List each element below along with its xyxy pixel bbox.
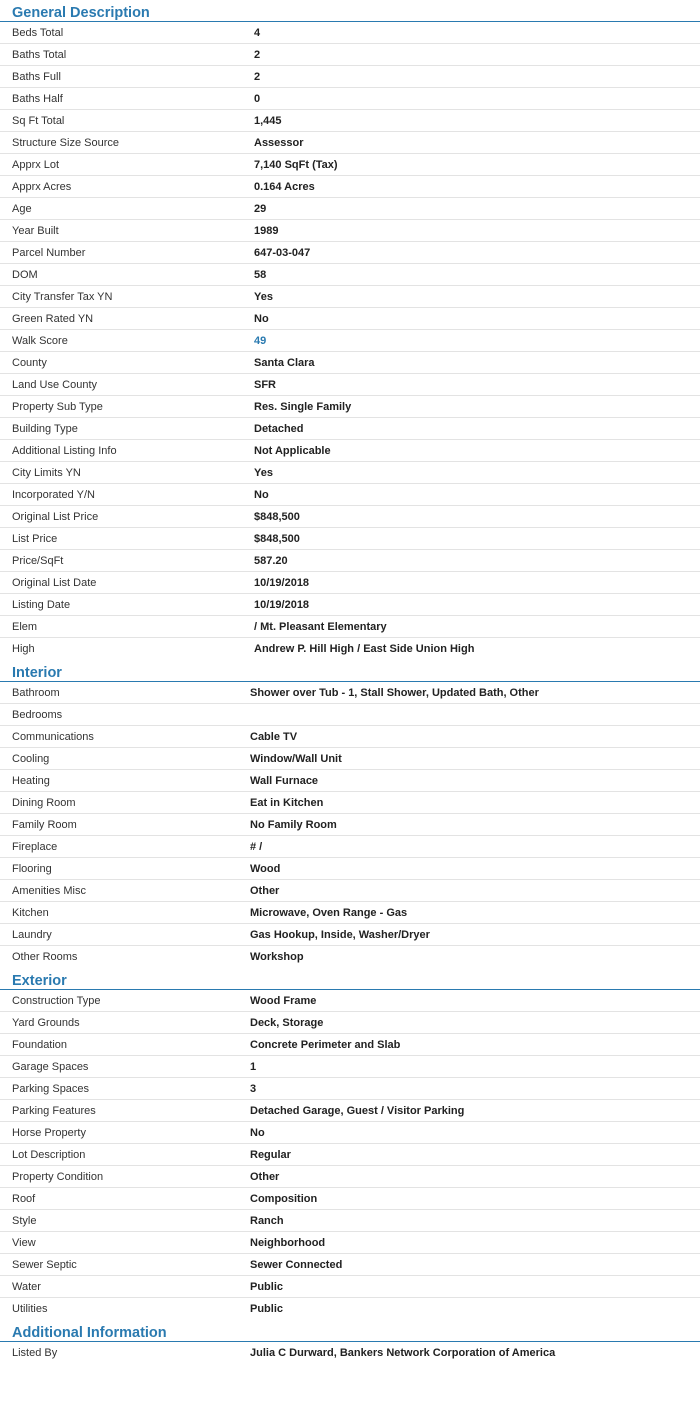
field-value: Ranch xyxy=(250,1214,284,1227)
field-row xyxy=(0,990,700,1012)
field-label: High xyxy=(12,643,35,655)
field-row xyxy=(0,770,700,792)
field-row xyxy=(0,330,700,352)
field-label: Apprx Acres xyxy=(12,180,72,193)
field-row xyxy=(0,902,700,924)
field-label: Building Type xyxy=(12,422,78,435)
field-label: Apprx Lot xyxy=(12,158,60,171)
field-label: Amenities Misc xyxy=(12,884,86,897)
field-list xyxy=(0,682,700,968)
field-value: 3 xyxy=(250,1082,257,1095)
field-value: Eat in Kitchen xyxy=(250,796,324,809)
field-value: Concrete Perimeter and Slab xyxy=(250,1038,401,1051)
field-label: Additional Listing Info xyxy=(12,444,117,457)
field-label: View xyxy=(12,1236,36,1249)
field-row xyxy=(0,1342,700,1364)
field-row xyxy=(0,308,700,330)
field-row xyxy=(0,506,700,528)
field-row xyxy=(0,880,700,902)
field-row xyxy=(0,132,700,154)
field-label: Yard Grounds xyxy=(12,1016,80,1029)
field-label: Listing Date xyxy=(12,598,71,611)
field-label: Family Room xyxy=(12,818,77,831)
field-label: Baths Full xyxy=(12,70,61,83)
field-value: Microwave, Oven Range - Gas xyxy=(250,906,408,919)
field-value: Other xyxy=(250,884,280,897)
field-row xyxy=(0,638,700,660)
field-value: Detached xyxy=(254,422,304,435)
field-label: Construction Type xyxy=(12,994,101,1007)
field-label: Incorporated Y/N xyxy=(12,488,95,501)
field-value: Composition xyxy=(250,1192,318,1205)
field-value: / Mt. Pleasant Elementary xyxy=(254,620,387,633)
section-title: Interior xyxy=(0,660,700,682)
field-label: List Price xyxy=(12,532,58,545)
field-value: 7,140 SqFt (Tax) xyxy=(254,158,338,171)
field-label: Listed By xyxy=(12,1347,58,1359)
field-label: Flooring xyxy=(12,862,52,875)
field-value: No xyxy=(254,488,269,501)
field-row xyxy=(0,1078,700,1100)
field-row xyxy=(0,1034,700,1056)
field-row xyxy=(0,858,700,880)
field-label: Year Built xyxy=(12,224,59,237)
field-value: 29 xyxy=(254,202,267,215)
field-label: Original List Date xyxy=(12,576,97,589)
field-list xyxy=(0,1342,700,1364)
field-label: Sewer Septic xyxy=(12,1258,77,1271)
field-row xyxy=(0,110,700,132)
field-label: Horse Property xyxy=(12,1126,86,1139)
field-label: Roof xyxy=(12,1192,36,1205)
field-value: Window/Wall Unit xyxy=(250,752,342,765)
field-row xyxy=(0,220,700,242)
field-row xyxy=(0,154,700,176)
field-row xyxy=(0,1056,700,1078)
field-label: Fireplace xyxy=(12,840,58,853)
field-row xyxy=(0,1254,700,1276)
field-row xyxy=(0,462,700,484)
field-row xyxy=(0,814,700,836)
field-row xyxy=(0,1144,700,1166)
field-label: Kitchen xyxy=(12,906,49,919)
field-label: Water xyxy=(12,1280,41,1293)
field-label: Parcel Number xyxy=(12,246,86,259)
field-value: Neighborhood xyxy=(250,1236,326,1249)
field-value: 647-03-047 xyxy=(254,246,311,259)
field-row xyxy=(0,418,700,440)
field-label: Property Condition xyxy=(12,1170,104,1183)
field-row xyxy=(0,726,700,748)
field-row xyxy=(0,396,700,418)
field-row xyxy=(0,484,700,506)
field-row xyxy=(0,352,700,374)
section-additional-information xyxy=(0,1320,700,1364)
field-label: Cooling xyxy=(12,752,50,765)
field-row xyxy=(0,374,700,396)
field-row xyxy=(0,748,700,770)
field-label: Dining Room xyxy=(12,796,76,809)
field-label: Age xyxy=(12,202,32,215)
field-row xyxy=(0,264,700,286)
field-label: Structure Size Source xyxy=(12,136,119,149)
field-row xyxy=(0,1012,700,1034)
field-row xyxy=(0,704,700,726)
field-value: 2 xyxy=(254,70,261,83)
field-row xyxy=(0,1188,700,1210)
field-value: Julia C Durward, Bankers Network Corporation of America xyxy=(250,1347,556,1359)
field-row xyxy=(0,792,700,814)
field-label: Bathroom xyxy=(12,686,60,699)
field-value: 1 xyxy=(250,1060,257,1073)
field-row xyxy=(0,572,700,594)
section-interior xyxy=(0,660,700,968)
field-label: Elem xyxy=(12,620,38,633)
field-value: Cable TV xyxy=(250,730,298,743)
field-value: Andrew P. Hill High / East Side Union High xyxy=(254,643,475,655)
field-value: Wall Furnace xyxy=(250,774,319,787)
field-row xyxy=(0,286,700,308)
field-value: $848,500 xyxy=(254,532,300,545)
field-value: Shower over Tub - 1, Stall Shower, Updated Bath, Other xyxy=(250,686,539,699)
field-label: Price/SqFt xyxy=(12,554,64,567)
field-value: Santa Clara xyxy=(254,356,315,369)
field-label: Property Sub Type xyxy=(12,400,103,413)
field-value: 58 xyxy=(254,268,267,281)
field-label: City Limits YN xyxy=(12,466,81,479)
field-value: Wood Frame xyxy=(250,994,317,1007)
field-value: Yes xyxy=(254,466,273,479)
field-row xyxy=(0,66,700,88)
field-row xyxy=(0,1166,700,1188)
field-value: 4 xyxy=(254,26,261,39)
field-value: No Family Room xyxy=(250,818,337,831)
field-label: Baths Half xyxy=(12,92,63,105)
field-row xyxy=(0,242,700,264)
field-label: Foundation xyxy=(12,1038,68,1051)
field-list xyxy=(0,990,700,1320)
field-value: No xyxy=(254,312,269,325)
field-row xyxy=(0,88,700,110)
field-label: Other Rooms xyxy=(12,951,78,963)
field-row xyxy=(0,528,700,550)
field-value: Res. Single Family xyxy=(254,400,352,413)
field-label: Green Rated YN xyxy=(12,312,94,325)
field-row xyxy=(0,946,700,968)
walk-score-link[interactable]: 49 xyxy=(254,334,267,347)
field-value: No xyxy=(250,1126,265,1139)
field-label: Utilities xyxy=(12,1303,48,1315)
field-row xyxy=(0,22,700,44)
field-label: Bedrooms xyxy=(12,708,63,721)
field-value: 10/19/2018 xyxy=(254,576,310,589)
field-label: Style xyxy=(12,1214,37,1227)
field-value: Yes xyxy=(254,290,273,303)
field-value: Public xyxy=(250,1303,284,1315)
field-label: Original List Price xyxy=(12,510,99,523)
field-value: Deck, Storage xyxy=(250,1016,324,1029)
field-value: 0.164 Acres xyxy=(254,180,315,193)
field-row xyxy=(0,440,700,462)
field-value: Regular xyxy=(250,1148,291,1161)
section-title: Exterior xyxy=(0,968,700,990)
field-label: Laundry xyxy=(12,928,52,941)
field-row xyxy=(0,1298,700,1320)
field-row xyxy=(0,1100,700,1122)
field-label: Beds Total xyxy=(12,26,64,39)
field-label: DOM xyxy=(12,268,38,281)
field-row xyxy=(0,1232,700,1254)
field-row xyxy=(0,836,700,858)
field-label: Communications xyxy=(12,730,94,743)
field-label: Walk Score xyxy=(12,334,68,347)
field-row xyxy=(0,1210,700,1232)
field-label: Parking Spaces xyxy=(12,1082,90,1095)
field-row xyxy=(0,1276,700,1298)
field-value: 0 xyxy=(254,92,261,105)
field-label: Sq Ft Total xyxy=(12,114,65,127)
field-row xyxy=(0,1122,700,1144)
field-row xyxy=(0,176,700,198)
field-value: SFR xyxy=(254,378,276,391)
field-label: County xyxy=(12,356,47,369)
field-value: Wood xyxy=(250,862,281,875)
field-value: 587.20 xyxy=(254,554,288,567)
field-label: Parking Features xyxy=(12,1104,96,1117)
field-row xyxy=(0,594,700,616)
field-label: Baths Total xyxy=(12,48,67,61)
section-title: General Description xyxy=(0,0,700,22)
field-value: Workshop xyxy=(250,951,304,963)
field-label: City Transfer Tax YN xyxy=(12,290,113,303)
field-value: 10/19/2018 xyxy=(254,598,310,611)
field-value: $848,500 xyxy=(254,510,300,523)
field-value: Not Applicable xyxy=(254,444,331,457)
field-label: Lot Description xyxy=(12,1148,86,1161)
field-label: Garage Spaces xyxy=(12,1060,89,1073)
field-value: Public xyxy=(250,1280,284,1293)
field-value: # / xyxy=(250,840,263,853)
field-value: Assessor xyxy=(254,136,304,149)
field-row xyxy=(0,616,700,638)
field-label: Land Use County xyxy=(12,378,97,391)
field-value: Detached Garage, Guest / Visitor Parking xyxy=(250,1104,465,1117)
field-row xyxy=(0,550,700,572)
field-value: 1,445 xyxy=(254,114,282,127)
field-row xyxy=(0,924,700,946)
field-value: 1989 xyxy=(254,224,279,237)
field-row xyxy=(0,198,700,220)
section-general-description xyxy=(0,0,700,660)
field-label: Heating xyxy=(12,774,50,787)
field-row xyxy=(0,44,700,66)
field-value: Gas Hookup, Inside, Washer/Dryer xyxy=(250,928,430,941)
field-value: 2 xyxy=(254,48,261,61)
field-row xyxy=(0,682,700,704)
field-list xyxy=(0,22,700,660)
field-value: Sewer Connected xyxy=(250,1258,343,1271)
section-title: Additional Information xyxy=(0,1320,700,1342)
field-value: Other xyxy=(250,1170,280,1183)
section-exterior xyxy=(0,968,700,1320)
